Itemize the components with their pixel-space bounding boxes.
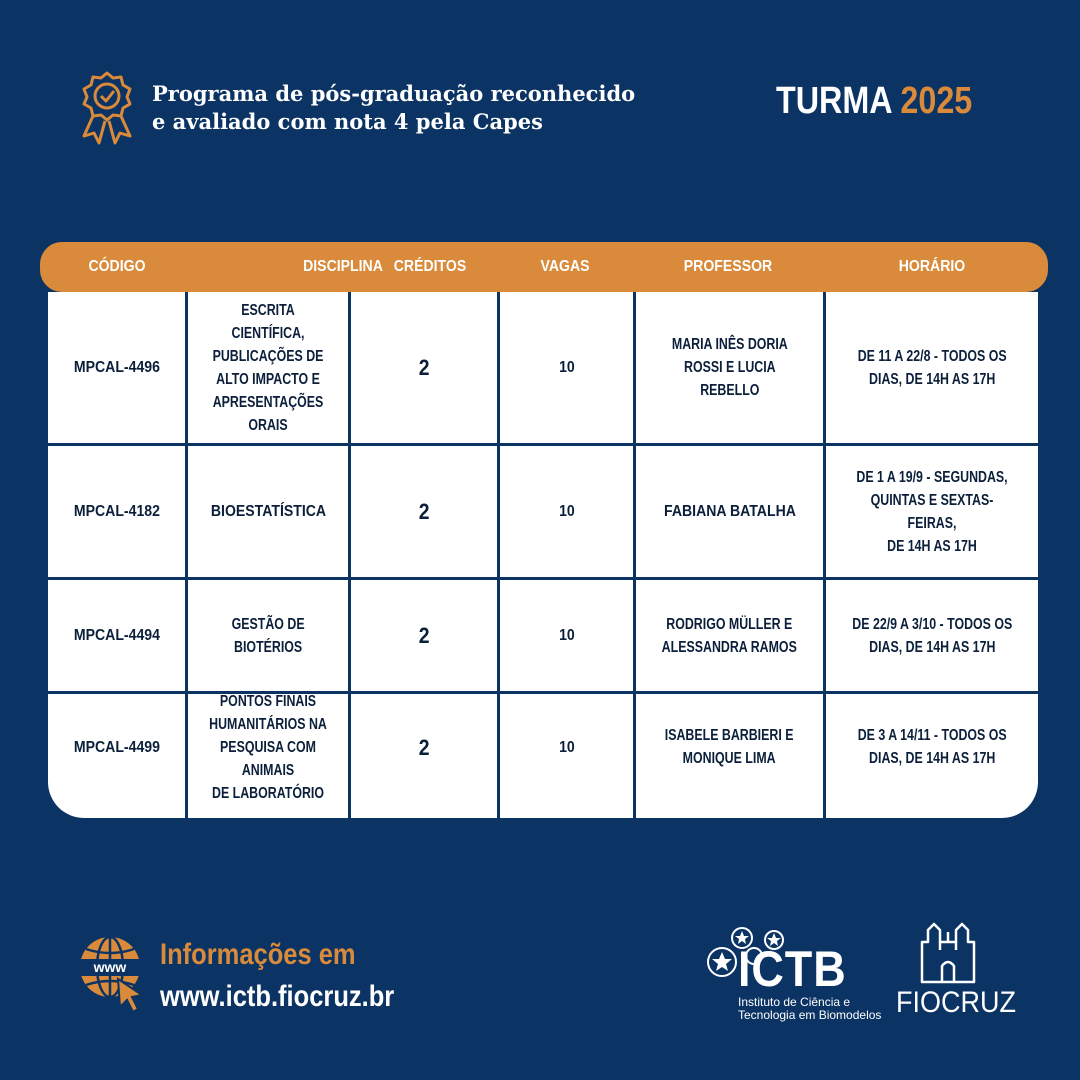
- ictb-subtitle: Instituto de Ciência e Tecnologia em Biomodelos: [738, 995, 882, 1022]
- header-line-2: e avaliado com nota 4 pela Capes: [152, 109, 543, 134]
- col-horario-header: HORÁRIO: [898, 258, 966, 275]
- ictb-name: ICTB: [738, 941, 847, 997]
- turma-year: 2025: [900, 80, 973, 122]
- fiocruz-name: FIOCRUZ: [896, 986, 1016, 1019]
- table-row-4-vagas: 10: [558, 738, 575, 756]
- table-row-2-codigo: MPCAL-4182: [73, 503, 160, 520]
- col-disciplina-header: DISCIPLINA: [303, 258, 383, 275]
- website-link[interactable]: www.ictb.fiocruz.br: [160, 980, 395, 1013]
- table-row-4-creditos: 2: [418, 734, 430, 760]
- table-body: [48, 292, 1038, 818]
- award-ribbon-icon: [78, 70, 136, 146]
- info-label: Informações em: [160, 938, 356, 971]
- table-row-2-professor: FABIANA BATALHA: [663, 503, 796, 520]
- fiocruz-castle-icon: [918, 920, 978, 984]
- table-row-1-codigo: MPCAL-4496: [73, 359, 160, 376]
- table-row-4-disciplina: PONTOS FINAIS HUMANITÁRIOS NA PESQUISA COM ANIMAIS DE LABORATÓRIO: [209, 692, 327, 802]
- table-row-1-horario: DE 11 A 22/8 - TODOS OS DIAS, DE 14H AS 17H: [857, 347, 1007, 388]
- table-row-3-creditos: 2: [418, 623, 430, 648]
- program-recognition-text: [152, 80, 635, 136]
- table-row-4-horario: DE 3 A 14/11 - TODOS OS DIAS, DE 14H AS 17H: [857, 727, 1007, 767]
- table-row-3-codigo: MPCAL-4494: [73, 627, 160, 644]
- table-row-1-professor: MARIA INÊS DORIA ROSSI E LUCIA REBELLO: [671, 336, 788, 399]
- table-row-1-vagas: 10: [558, 359, 575, 376]
- table-row-1-disciplina: ESCRITA CIENTÍFICA, PUBLICAÇÕES DE ALTO IMPACTO E APRESENTAÇÕES ORAIS: [212, 301, 324, 434]
- header-line-1: Programa de pós-graduação reconhecido: [152, 81, 636, 106]
- col-professor-header: PROFESSOR: [683, 258, 773, 275]
- table-row-3-professor: RODRIGO MÜLLER E ALESSANDRA RAMOS: [661, 615, 798, 656]
- col-codigo-header: CÓDIGO: [88, 258, 146, 275]
- table-row-2-horario: DE 1 A 19/9 - SEGUNDAS, QUINTAS E SEXTAS- FEIRAS, DE 14H AS 17H: [856, 468, 1008, 555]
- col-vagas-header: VAGAS: [540, 258, 590, 275]
- table-row-3-vagas: 10: [558, 627, 575, 644]
- globe-www-icon: [78, 935, 146, 1015]
- table-row-3-disciplina: GESTÃO DE BIOTÉRIOS: [231, 615, 305, 656]
- table-row-4-professor: ISABELE BARBIERI E MONIQUE LIMA: [665, 727, 794, 767]
- table-row-2-disciplina: BIOESTATÍSTICA: [210, 503, 326, 520]
- table-row-3-horario: DE 22/9 A 3/10 - TODOS OS DIAS, DE 14H AS 17H: [852, 615, 1012, 656]
- course-table: [40, 242, 1048, 818]
- table-row-4-codigo: MPCAL-4499: [73, 738, 160, 756]
- table-row-2-creditos: 2: [418, 499, 430, 524]
- col-creditos-header: CRÉDITOS: [393, 258, 467, 275]
- turma-title: [776, 80, 972, 123]
- table-row-2-vagas: 10: [558, 503, 575, 520]
- svg-text:www: www: [93, 959, 127, 975]
- table-row-1-creditos: 2: [418, 355, 430, 380]
- turma-label: TURMA: [776, 80, 892, 122]
- table-header-bar: [40, 242, 1048, 292]
